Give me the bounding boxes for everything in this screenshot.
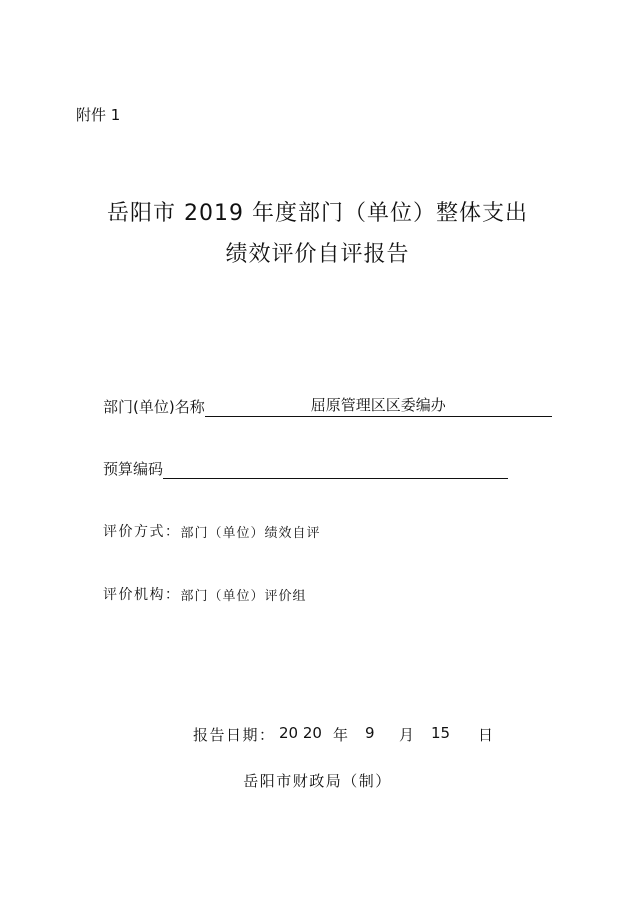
report-date-year: 20 20 [279, 724, 322, 742]
eval-agency-value: 部门（单位）评价组 [180, 589, 307, 604]
eval-method-value: 部门（单位）绩效自评 [180, 526, 321, 541]
report-date-label: 报告日期： [193, 726, 276, 744]
report-date-day-unit: 日 [478, 726, 494, 744]
dept-name-line [205, 397, 552, 417]
eval-agency-label: 评价机构： [103, 587, 181, 603]
report-date [193, 724, 503, 744]
report-date-month-unit: 月 [399, 726, 415, 744]
eval-method-label: 评价方式： [103, 524, 181, 540]
report-title-line2: 绩效评价自评报告 [225, 242, 410, 267]
report-date-year-unit: 年 [333, 726, 349, 744]
issuer: 岳阳市财政局（制） [243, 772, 392, 790]
report-title-line1: 岳阳市 2019 年度部门（单位）整体支出 [107, 201, 528, 226]
eval-agency-field [103, 584, 307, 604]
dept-name-field [103, 396, 552, 417]
budget-code-label: 预算编码 [103, 460, 164, 478]
report-date-day: 15 [431, 724, 451, 742]
eval-method-field [103, 521, 321, 541]
dept-name-label: 部门(单位)名称 [103, 398, 205, 416]
budget-code-line [163, 459, 508, 479]
report-date-month: 9 [365, 724, 375, 742]
budget-code-field [103, 458, 508, 479]
dept-name-value: 屈原管理区区委编办 [310, 396, 446, 414]
attachment-label: 附件 1 [76, 106, 121, 124]
